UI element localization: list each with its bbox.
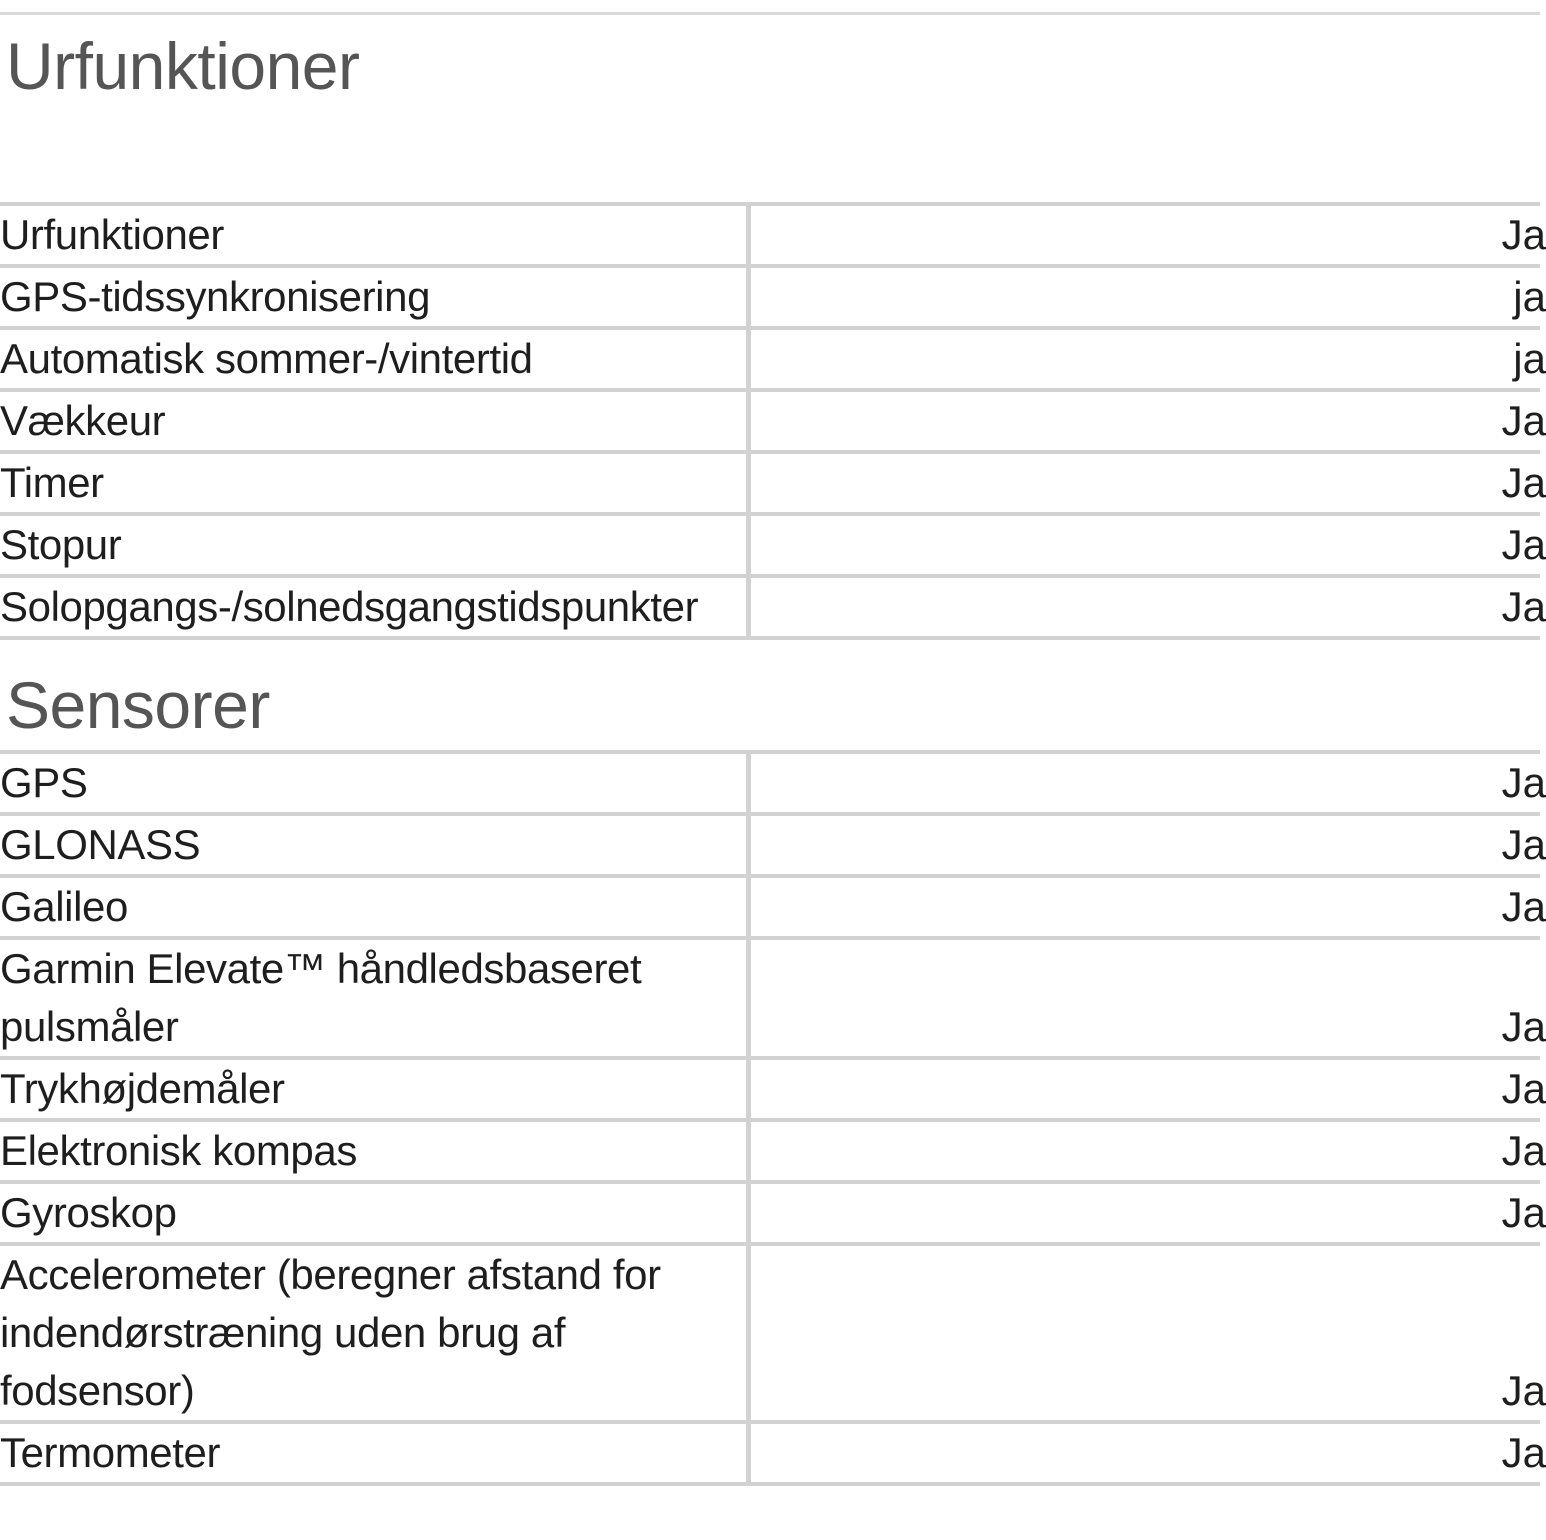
table-row xyxy=(0,452,1540,514)
spec-table-urfunktioner xyxy=(0,202,1546,640)
row-label: Automatisk sommer-/vintertid xyxy=(0,328,749,390)
row-value-cell xyxy=(749,1422,1546,1484)
row-label: Termometer xyxy=(0,1422,749,1484)
row-value: Ja xyxy=(1501,821,1546,868)
table-row xyxy=(0,1182,1540,1244)
row-label: Urfunktioner xyxy=(0,204,749,266)
table-row xyxy=(0,390,1540,452)
row-label: Timer xyxy=(0,452,749,514)
row-value-cell xyxy=(749,266,1546,328)
row-value-cell xyxy=(749,390,1546,452)
row-value: Ja xyxy=(1501,759,1546,806)
row-value: ja xyxy=(1513,335,1546,382)
row-value-cell xyxy=(749,1244,1546,1422)
row-label: Trykhøjdemåler xyxy=(0,1058,749,1120)
row-value: Ja xyxy=(1501,1367,1546,1414)
row-label: Stopur xyxy=(0,514,749,576)
table-row xyxy=(0,752,1540,814)
row-value: Ja xyxy=(1501,1429,1546,1476)
row-label: GPS-tidssynkronisering xyxy=(0,266,749,328)
table-row xyxy=(0,266,1540,328)
row-label: Vækkeur xyxy=(0,390,749,452)
row-label: Galileo xyxy=(0,876,749,938)
row-label: Garmin Elevate™ håndledsbaseret pulsmåler xyxy=(0,938,749,1058)
row-value: Ja xyxy=(1501,1003,1546,1050)
table-row xyxy=(0,876,1540,938)
table-row xyxy=(0,1058,1540,1120)
row-value: Ja xyxy=(1501,1127,1546,1174)
section-title-urfunktioner: Urfunktioner xyxy=(6,29,360,103)
table-row xyxy=(0,576,1540,638)
row-value-cell xyxy=(749,576,1546,638)
row-value: ja xyxy=(1513,273,1546,320)
row-label: GPS xyxy=(0,752,749,814)
row-label: Accelerometer (beregner afstand for indendørstræning uden brug af fodsensor) xyxy=(0,1244,749,1422)
top-divider xyxy=(0,12,1540,15)
row-value: Ja xyxy=(1501,459,1546,506)
row-value-cell xyxy=(749,514,1546,576)
row-value-cell xyxy=(749,204,1546,266)
table-row xyxy=(0,938,1540,1058)
row-value-cell xyxy=(749,1058,1546,1120)
row-value-cell xyxy=(749,452,1546,514)
row-value-cell xyxy=(749,1182,1546,1244)
row-label: Gyroskop xyxy=(0,1182,749,1244)
row-value: Ja xyxy=(1501,1065,1546,1112)
row-value: Ja xyxy=(1501,583,1546,630)
table-row xyxy=(0,514,1540,576)
row-value-cell xyxy=(749,328,1546,390)
row-value: Ja xyxy=(1501,883,1546,930)
table-row xyxy=(0,1422,1540,1484)
row-label: Solopgangs-/solnedsgangstidspunkter xyxy=(0,576,749,638)
row-value-cell xyxy=(749,1120,1546,1182)
table-row xyxy=(0,1244,1540,1422)
row-value-cell xyxy=(749,938,1546,1058)
table-row xyxy=(0,814,1540,876)
row-value-cell xyxy=(749,814,1546,876)
row-label: GLONASS xyxy=(0,814,749,876)
table-row xyxy=(0,1120,1540,1182)
row-value-cell xyxy=(749,876,1546,938)
section-title-sensorer: Sensorer xyxy=(6,668,270,742)
row-value: Ja xyxy=(1501,397,1546,444)
table-row xyxy=(0,204,1540,266)
row-value: Ja xyxy=(1501,1189,1546,1236)
table-row xyxy=(0,328,1540,390)
spec-table-sensorer xyxy=(0,750,1546,1486)
row-value-cell xyxy=(749,752,1546,814)
row-value: Ja xyxy=(1501,211,1546,258)
row-value: Ja xyxy=(1501,521,1546,568)
row-label: Elektronisk kompas xyxy=(0,1120,749,1182)
